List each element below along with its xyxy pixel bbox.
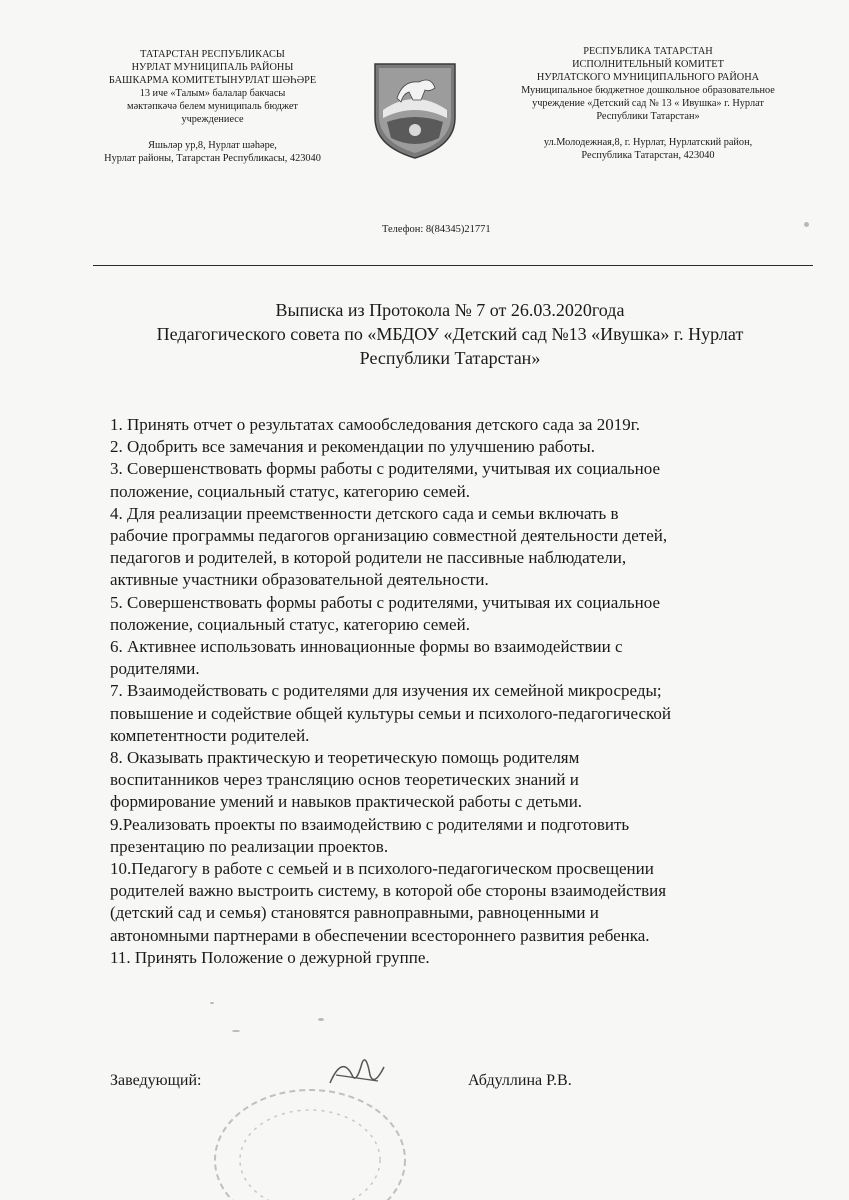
- header-right-line: ул.Молодежная,8, г. Нурлат, Нурлатский район,: [543, 137, 753, 148]
- list-line: 8. Оказывать практическую и теоретическую помощь родителям: [110, 748, 580, 768]
- list-line: компетентности родителей.: [110, 725, 310, 745]
- scan-speck: [210, 1002, 214, 1004]
- list-line: 4. Для реализации преемственности детского сада и семьи включать в: [110, 503, 619, 523]
- signature-role: Заведующий:: [110, 1072, 202, 1089]
- list-line: 5. Совершенствовать формы работы с родителями, учитывая их социальное: [110, 592, 661, 612]
- header-left-line: БАШКАРМА КОМИТЕТЫНУРЛАТ ШӘҺӘРЕ: [108, 75, 317, 86]
- signature-name: Абдуллина Р.В.: [468, 1072, 572, 1089]
- phone-number: Телефон: 8(84345)21771: [382, 224, 491, 235]
- title-line: Выписка из Протокола № 7 от 26.03.2020года: [275, 300, 625, 320]
- stamp-mark: [210, 1080, 410, 1200]
- list-line: 3. Совершенствовать формы работы с родителями, учитывая их социальное: [110, 459, 661, 479]
- document-title: [95, 298, 805, 370]
- header-left-line: учреждениесе: [181, 114, 244, 125]
- title-line: Педагогического совета по «МБДОУ «Детский сад №13 «Ивушка» г. Нурлат: [156, 324, 744, 344]
- list-line: 1. Принять отчет о результатах самообследования детского сада за 2019г.: [110, 415, 641, 434]
- header-right-line: Республики Татарстан»: [596, 111, 700, 122]
- list-line: педагогов и родителей, в которой родители не пассивные наблюдатели,: [110, 548, 627, 568]
- list-line: 11. Принять Положение о дежурной группе.: [110, 947, 430, 967]
- header-right-line: НУРЛАТСКОГО МУНИЦИПАЛЬНОГО РАЙОНА: [536, 72, 760, 83]
- resolution-list: [110, 414, 750, 969]
- scan-speck: [232, 1030, 240, 1032]
- list-line: 2. Одобрить все замечания и рекомендации по улучшению работы.: [110, 437, 595, 457]
- list-line: повышение и содействие общей культуры семьи и психолого-педагогической: [110, 703, 671, 723]
- header-left-line: Нурлат районы, Татарстан Республикасы, 423040: [104, 153, 321, 164]
- list-line: (детский сад и семья) становятся равноправными, равноценными и: [110, 903, 599, 923]
- list-line: активные участники образовательной деятельности.: [110, 570, 489, 590]
- signature-mark: [322, 1045, 392, 1095]
- scan-speck: [804, 222, 809, 227]
- header-left-line: 13 иче «Талым» балалар бакчасы: [139, 88, 286, 99]
- list-line: 7. Взаимодействовать с родителями для изучения их семейной микросреды;: [110, 681, 662, 701]
- list-line: родителями.: [110, 659, 200, 679]
- header-left-line: Яшьләр ур,8, Нурлат шәһәре,: [148, 140, 277, 151]
- list-line: 9.Реализовать проекты по взаимодействию с родителями и подготовить: [110, 814, 630, 834]
- list-line: рабочие программы педагогов организацию совместной деятельности детей,: [110, 526, 668, 546]
- coat-of-arms-icon: [369, 58, 461, 160]
- header-right-line: Муниципальное бюджетное дошкольное образовательное: [521, 85, 775, 96]
- list-line: автономными партнерами в обеспечении всестороннего развития ребенка.: [110, 925, 650, 945]
- header-left-line: мәктәпкәчә белем муниципаль бюджет: [127, 101, 298, 112]
- header-divider: [93, 265, 813, 266]
- list-line: положение, социальный статус, категорию семей.: [110, 614, 470, 634]
- list-line: презентацию по реализации проектов.: [110, 836, 389, 856]
- header-right-line: учреждение «Детский сад № 13 « Ивушка» г. Нурлат: [532, 98, 764, 109]
- title-line: Республики Татарстан»: [359, 348, 541, 368]
- header-left-tatar: [70, 48, 355, 165]
- header-left-line: ТАТАРСТАН РЕСПУБЛИКАСЫ: [140, 49, 285, 60]
- list-line: 6. Активнее использовать инновационные формы во взаимодействии с: [110, 637, 623, 657]
- list-line: 10.Педагогу в работе с семьей и в психолого-педагогическом просвещении: [110, 859, 654, 879]
- header-right-line: РЕСПУБЛИКА ТАТАРСТАН: [583, 46, 713, 57]
- scan-speck: [318, 1018, 324, 1021]
- header-right-line: Республика Татарстан, 423040: [581, 150, 715, 161]
- header-right-line: ИСПОЛНИТЕЛЬНЫЙ КОМИТЕТ: [572, 59, 724, 70]
- list-line: положение, социальный статус, категорию семей.: [110, 481, 470, 501]
- list-line: воспитанников через трансляцию основ теоретических знаний и: [110, 770, 579, 790]
- list-line: формирование умений и навыков практической работы с детьми.: [110, 792, 583, 812]
- header-right-russian: [493, 45, 803, 162]
- list-line: родителей важно выстроить систему, в которой обе стороны взаимодействия: [110, 881, 667, 901]
- header-left-line: НУРЛАТ МУНИЦИПАЛЬ РАЙОНЫ: [131, 62, 294, 73]
